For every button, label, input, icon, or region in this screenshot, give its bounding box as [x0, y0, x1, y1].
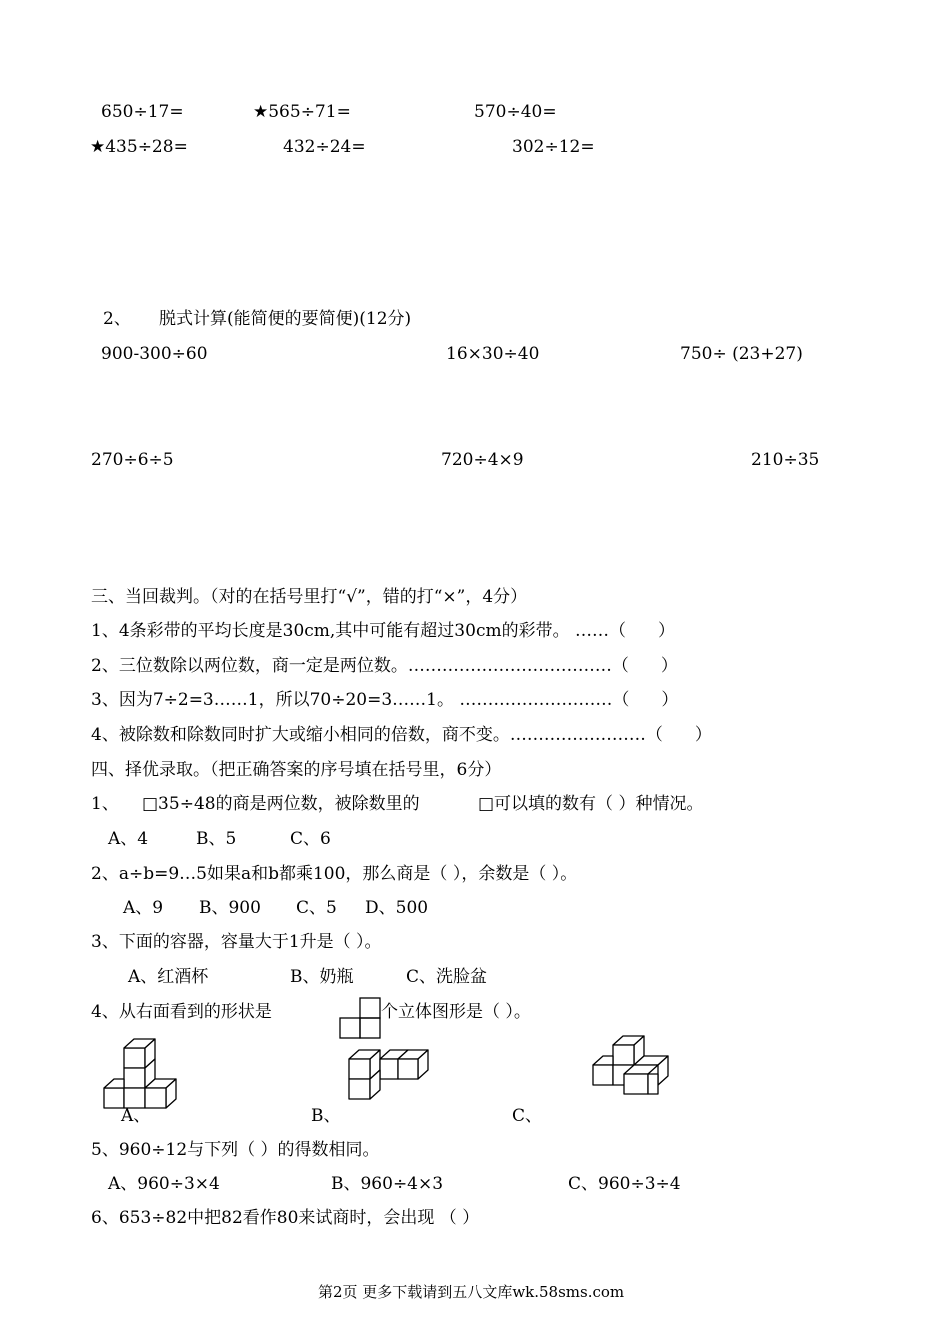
- choice-q2-option-c[interactable]: C、5: [296, 898, 337, 918]
- choice-q3-text: 3、下面的容器，容量大于1升是（ ）。: [91, 932, 382, 952]
- section4-title: 四、择优录取。（把正确答案的序号填在括号里，6分）: [91, 760, 502, 780]
- calc-16-30-40: 16×30÷40: [446, 344, 540, 364]
- judge-item-4: [91, 725, 712, 745]
- choice-q4-text-a: 4、从右面看到的形状是: [91, 1002, 272, 1022]
- choice-q5-text: 5、960÷12与下列（ ）的得数相同。: [91, 1140, 380, 1160]
- problem-432-24: 432÷24=: [283, 137, 366, 157]
- section3-title: 三、当回裁判。（对的在括号里打“√”，错的打“×”，4分）: [91, 587, 528, 607]
- choice-q2-text: 2、a÷b=9…5如果a和b都乘100，那么商是（ ），余数是（ ）。: [91, 864, 578, 884]
- q2-number: 2、: [103, 309, 131, 329]
- choice-q5-option-b[interactable]: B、960÷4×3: [331, 1174, 444, 1194]
- solid-figure-b: [348, 1048, 432, 1118]
- judge-item-1-text: 1、4条彩带的平均长度是30cm,其中可能有超过30cm的彩带。 ……（: [91, 621, 626, 641]
- judge-item-2-text: 2、三位数除以两位数，商一定是两位数。………………………………（: [91, 656, 629, 676]
- solid-figure-a: [103, 1037, 183, 1111]
- problem-565-71: ★565÷71=: [253, 102, 351, 122]
- calc-210-35: 210÷35: [751, 450, 820, 470]
- problem-435-28: ★435÷28=: [90, 137, 188, 157]
- calc-270-6-5: 270÷6÷5: [91, 450, 174, 470]
- choice-q4-text-b: 个立体图形是（ ）。: [381, 1002, 531, 1022]
- solid-option-a-label[interactable]: A、: [121, 1106, 151, 1126]
- choice-q1-option-b[interactable]: B、5: [196, 829, 237, 849]
- solid-option-c-label[interactable]: C、: [512, 1106, 543, 1126]
- choice-q2-option-d[interactable]: D、500: [365, 898, 429, 918]
- choice-q2-option-a[interactable]: A、9: [123, 898, 164, 918]
- judge-item-2-close: ）: [660, 656, 678, 676]
- q2-title: 脱式计算(能简便的要简便)(12分): [159, 309, 412, 329]
- side-view-shape: [339, 996, 383, 1040]
- judge-item-3-close: ）: [661, 690, 679, 710]
- choice-q3-option-a[interactable]: A、红酒杯: [128, 967, 209, 987]
- calc-900-300-60: 900-300÷60: [101, 344, 208, 364]
- choice-q2-option-b[interactable]: B、900: [199, 898, 261, 918]
- problem-570-40: 570÷40=: [474, 102, 557, 122]
- judge-item-3: [91, 690, 678, 710]
- choice-q1-number: 1、: [91, 794, 119, 814]
- choice-q1-text-b: □可以填的数有（ ）种情况。: [478, 794, 704, 814]
- judge-item-4-text: 4、被除数和除数同时扩大或缩小相同的倍数，商不变。……………………（: [91, 725, 663, 745]
- choice-q6-text: 6、653÷82中把82看作80来试商时，会出现 （ ）: [91, 1208, 480, 1228]
- problem-302-12: 302÷12=: [512, 137, 595, 157]
- solid-option-b-label[interactable]: B、: [311, 1106, 341, 1126]
- page-footer: 第2页 更多下载请到五八文库wk.58sms.com: [318, 1283, 625, 1301]
- choice-q3-option-c[interactable]: C、洗脸盆: [406, 967, 488, 987]
- solid-figure-c: [592, 1034, 674, 1098]
- judge-item-4-close: ）: [694, 725, 712, 745]
- judge-item-1-close: ）: [657, 621, 675, 641]
- choice-q5-option-a[interactable]: A、960÷3×4: [108, 1174, 220, 1194]
- problem-650-17: 650÷17=: [101, 102, 184, 122]
- calc-750-23-27: 750÷ (23+27): [680, 344, 803, 364]
- choice-q1-option-c[interactable]: C、6: [290, 829, 331, 849]
- choice-q5-option-c[interactable]: C、960÷3÷4: [568, 1174, 681, 1194]
- choice-q1-text-a: □35÷48的商是两位数，被除数里的: [142, 794, 420, 814]
- choice-q1-option-a[interactable]: A、4: [108, 829, 149, 849]
- calc-720-4-9: 720÷4×9: [441, 450, 524, 470]
- judge-item-2: [91, 656, 678, 676]
- judge-item-3-text: 3、因为7÷2=3……1，所以70÷20=3……1。 ………………………（: [91, 690, 630, 710]
- judge-item-1: [91, 621, 675, 641]
- choice-q3-option-b[interactable]: B、奶瓶: [290, 967, 354, 987]
